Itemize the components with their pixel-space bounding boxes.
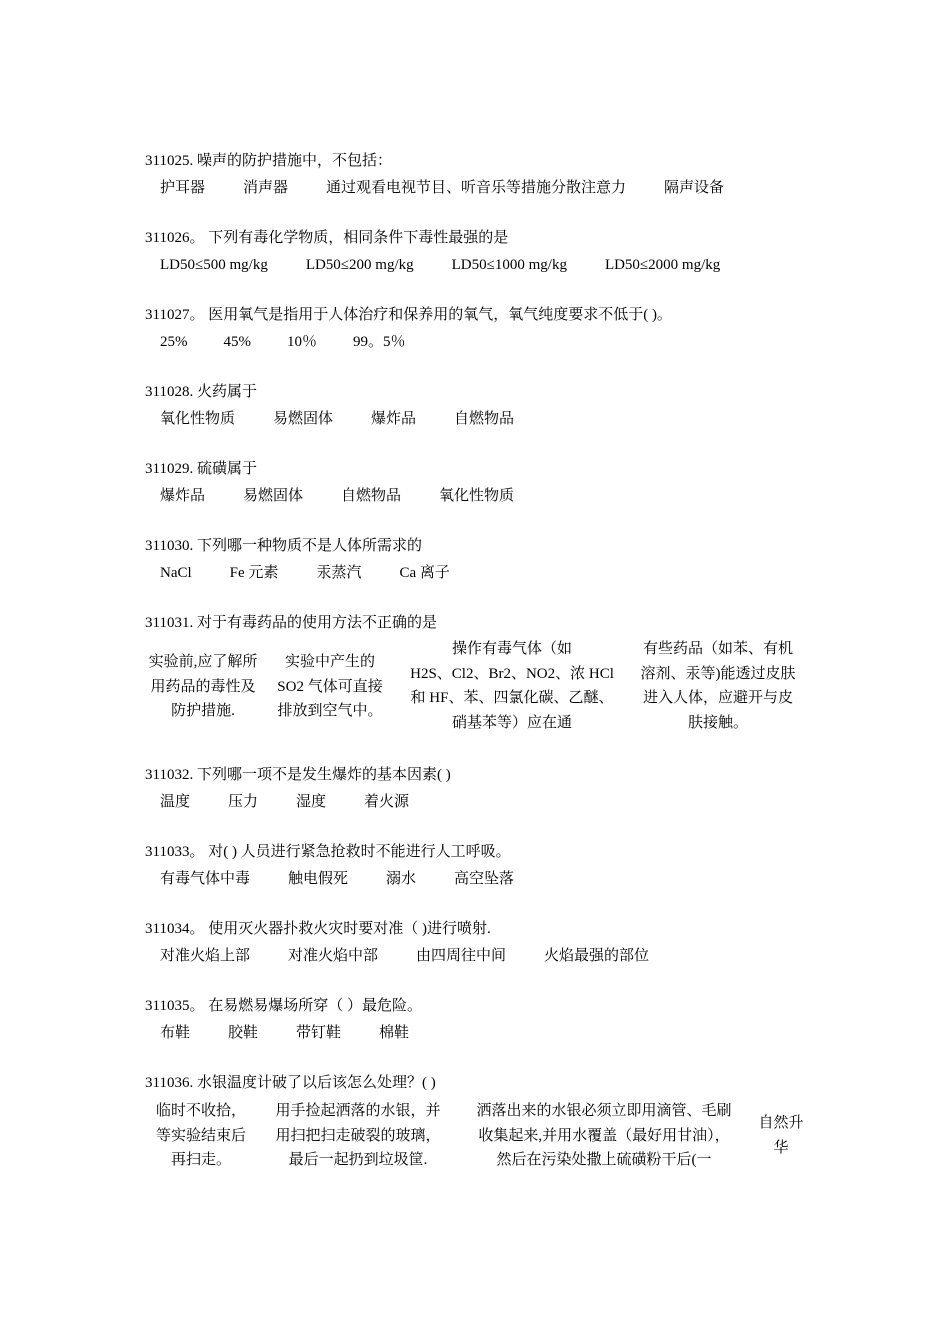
option-a-line-3: 再扫走。	[170, 1152, 231, 1168]
option-c: 自燃物品	[341, 488, 402, 504]
option-a: 爆炸品	[160, 488, 206, 504]
question-311027: 311027。 医用氧气是指用于人体治疗和保养用的氧气，氧气纯度要求不低于( )。	[145, 307, 672, 323]
option-b-line-3: 排放到空气中。	[277, 703, 383, 719]
option-c: 10％	[287, 334, 318, 350]
option-a-line-1: 实验前,应了解所	[148, 654, 258, 670]
option-a-cell	[141, 649, 265, 724]
option-d: 自燃物品	[454, 411, 515, 427]
option-d-line-2: 溶剂、汞等)能透过皮肤	[640, 665, 796, 682]
option-d-line-3: 进入人体，应避开与皮	[642, 690, 793, 706]
option-b: 压力	[228, 794, 259, 810]
option-b: 易燃固体	[243, 488, 304, 504]
question-311036: 311036. 水银温度计破了以后该怎么处理？( )	[145, 1075, 436, 1091]
option-d: 火焰最强的部位	[544, 948, 650, 964]
question-311030: 311030. 下列哪一种物质不是人体所需求的	[145, 538, 422, 554]
option-d-cell	[630, 637, 806, 735]
options-311032	[160, 792, 409, 812]
option-d: 隔声设备	[664, 180, 725, 196]
question-311034: 311034。 使用灭火器扑救火灾时要对准（ )进行喷射.	[145, 921, 491, 937]
option-a: 温度	[160, 794, 191, 810]
option-b-line-2: 用扫把扫走破裂的玻璃，	[275, 1127, 441, 1144]
option-b: 对准火焰中部	[288, 948, 379, 964]
option-c-line-1: 操作有毒气体（如	[451, 641, 572, 657]
option-d-line-2: 华	[773, 1139, 789, 1156]
question-311035: 311035。 在易燃易爆场所穿（ ）最危险。	[145, 998, 422, 1014]
option-d-line-1: 自然升	[758, 1115, 804, 1131]
option-c: 湿度	[296, 794, 327, 810]
options-311028	[160, 409, 514, 429]
option-c-line-2: 收集起来,并用水覆盖（最好用甘油），	[478, 1127, 730, 1144]
question-311033: 311033。 对( ) 人员进行紧急抢救时不能进行人工呼吸。	[145, 844, 511, 860]
option-c-line-3: 然后在污染处撒上硫磺粉干后(一	[496, 1152, 712, 1168]
option-b: 消声器	[243, 180, 289, 196]
options-311035	[160, 1023, 409, 1043]
option-b-line-1: 用手捡起洒落的水银，并	[275, 1103, 441, 1119]
option-a: 布鞋	[160, 1025, 191, 1041]
option-c-line-1: 洒落出来的水银必须立即用滴管、毛刷	[476, 1103, 732, 1119]
question-311031: 311031. 对于有毒药品的使用方法不正确的是	[145, 615, 437, 631]
option-d: 棉鞋	[379, 1025, 410, 1041]
option-a-line-1: 临时不收拾，	[155, 1103, 246, 1119]
option-d: 99。5％	[353, 334, 406, 350]
options-311026	[160, 255, 720, 275]
option-a: 对准火焰上部	[160, 948, 251, 964]
options-311027	[160, 332, 406, 352]
option-d: 着火源	[364, 794, 410, 810]
option-d-line-4: 肤接触。	[687, 714, 748, 731]
option-d: LD50≤2000 mg/kg	[604, 257, 721, 273]
options-311033	[160, 869, 514, 889]
option-c-cell	[394, 637, 630, 735]
option-a: LD50≤500 mg/kg	[160, 257, 268, 273]
option-a-line-3: 防护措施.	[171, 703, 235, 719]
option-c-line-2: H2S、Cl2、Br2、NO2、浓 HCl	[410, 665, 614, 682]
option-c: 通过观看电视节目、听音乐等措施分散注意力	[326, 180, 627, 196]
option-a-cell	[143, 1099, 259, 1173]
option-c: 汞蒸汽	[316, 565, 362, 581]
options-311029	[160, 486, 514, 506]
option-b-cell	[260, 1099, 456, 1173]
option-d: Ca 离子	[399, 565, 450, 581]
option-c-line-4: 硝基苯等）应在通	[451, 714, 572, 731]
option-b: 45%	[223, 334, 251, 350]
option-b-line-3: 最后一起扔到垃圾筐.	[288, 1152, 428, 1168]
option-c: 由四周往中间	[416, 948, 507, 964]
option-b: 易燃固体	[273, 411, 334, 427]
option-a: NaCl	[160, 565, 192, 581]
option-a-line-2: 等实验结束后	[155, 1127, 246, 1144]
options-311030	[160, 563, 450, 583]
option-d: 氧化性物质	[439, 488, 515, 504]
question-311028: 311028. 火药属于	[145, 384, 257, 400]
option-a: 25%	[160, 334, 188, 350]
option-c: 带钉鞋	[296, 1025, 342, 1041]
option-a: 有毒气体中毒	[160, 871, 251, 887]
option-a: 护耳器	[160, 180, 206, 196]
options-311025	[160, 178, 724, 198]
option-b-line-1: 实验中产生的	[284, 654, 375, 670]
option-b: LD50≤200 mg/kg	[305, 257, 414, 273]
option-b: Fe 元素	[229, 565, 279, 581]
option-d-line-1: 有些药品（如苯、有机	[642, 641, 793, 657]
option-b-cell	[266, 649, 394, 724]
question-311026: 311026。 下列有毒化学物质，相同条件下毒性最强的是	[145, 230, 509, 246]
option-b: 胶鞋	[228, 1025, 259, 1041]
option-c-cell	[456, 1099, 752, 1173]
option-c-line-3: 和 HF、苯、四氯化碳、乙醚、	[410, 690, 614, 706]
option-a-line-2: 用药品的毒性及	[150, 678, 256, 695]
options-311034	[160, 946, 649, 966]
option-d: 高空坠落	[454, 871, 515, 887]
question-311029: 311029. 硫磺属于	[145, 461, 257, 477]
option-d-cell	[752, 1111, 810, 1160]
option-b: 触电假死	[288, 871, 349, 887]
question-311032: 311032. 下列哪一项不是发生爆炸的基本因素( )	[145, 767, 451, 783]
option-c: 溺水	[386, 871, 417, 887]
option-c: 爆炸品	[371, 411, 417, 427]
option-c: LD50≤1000 mg/kg	[451, 257, 567, 273]
option-b-line-2: SO2 气体可直接	[277, 678, 383, 695]
option-a: 氧化性物质	[160, 411, 236, 427]
question-311025: 311025. 噪声的防护措施中，不包括：	[145, 153, 392, 169]
